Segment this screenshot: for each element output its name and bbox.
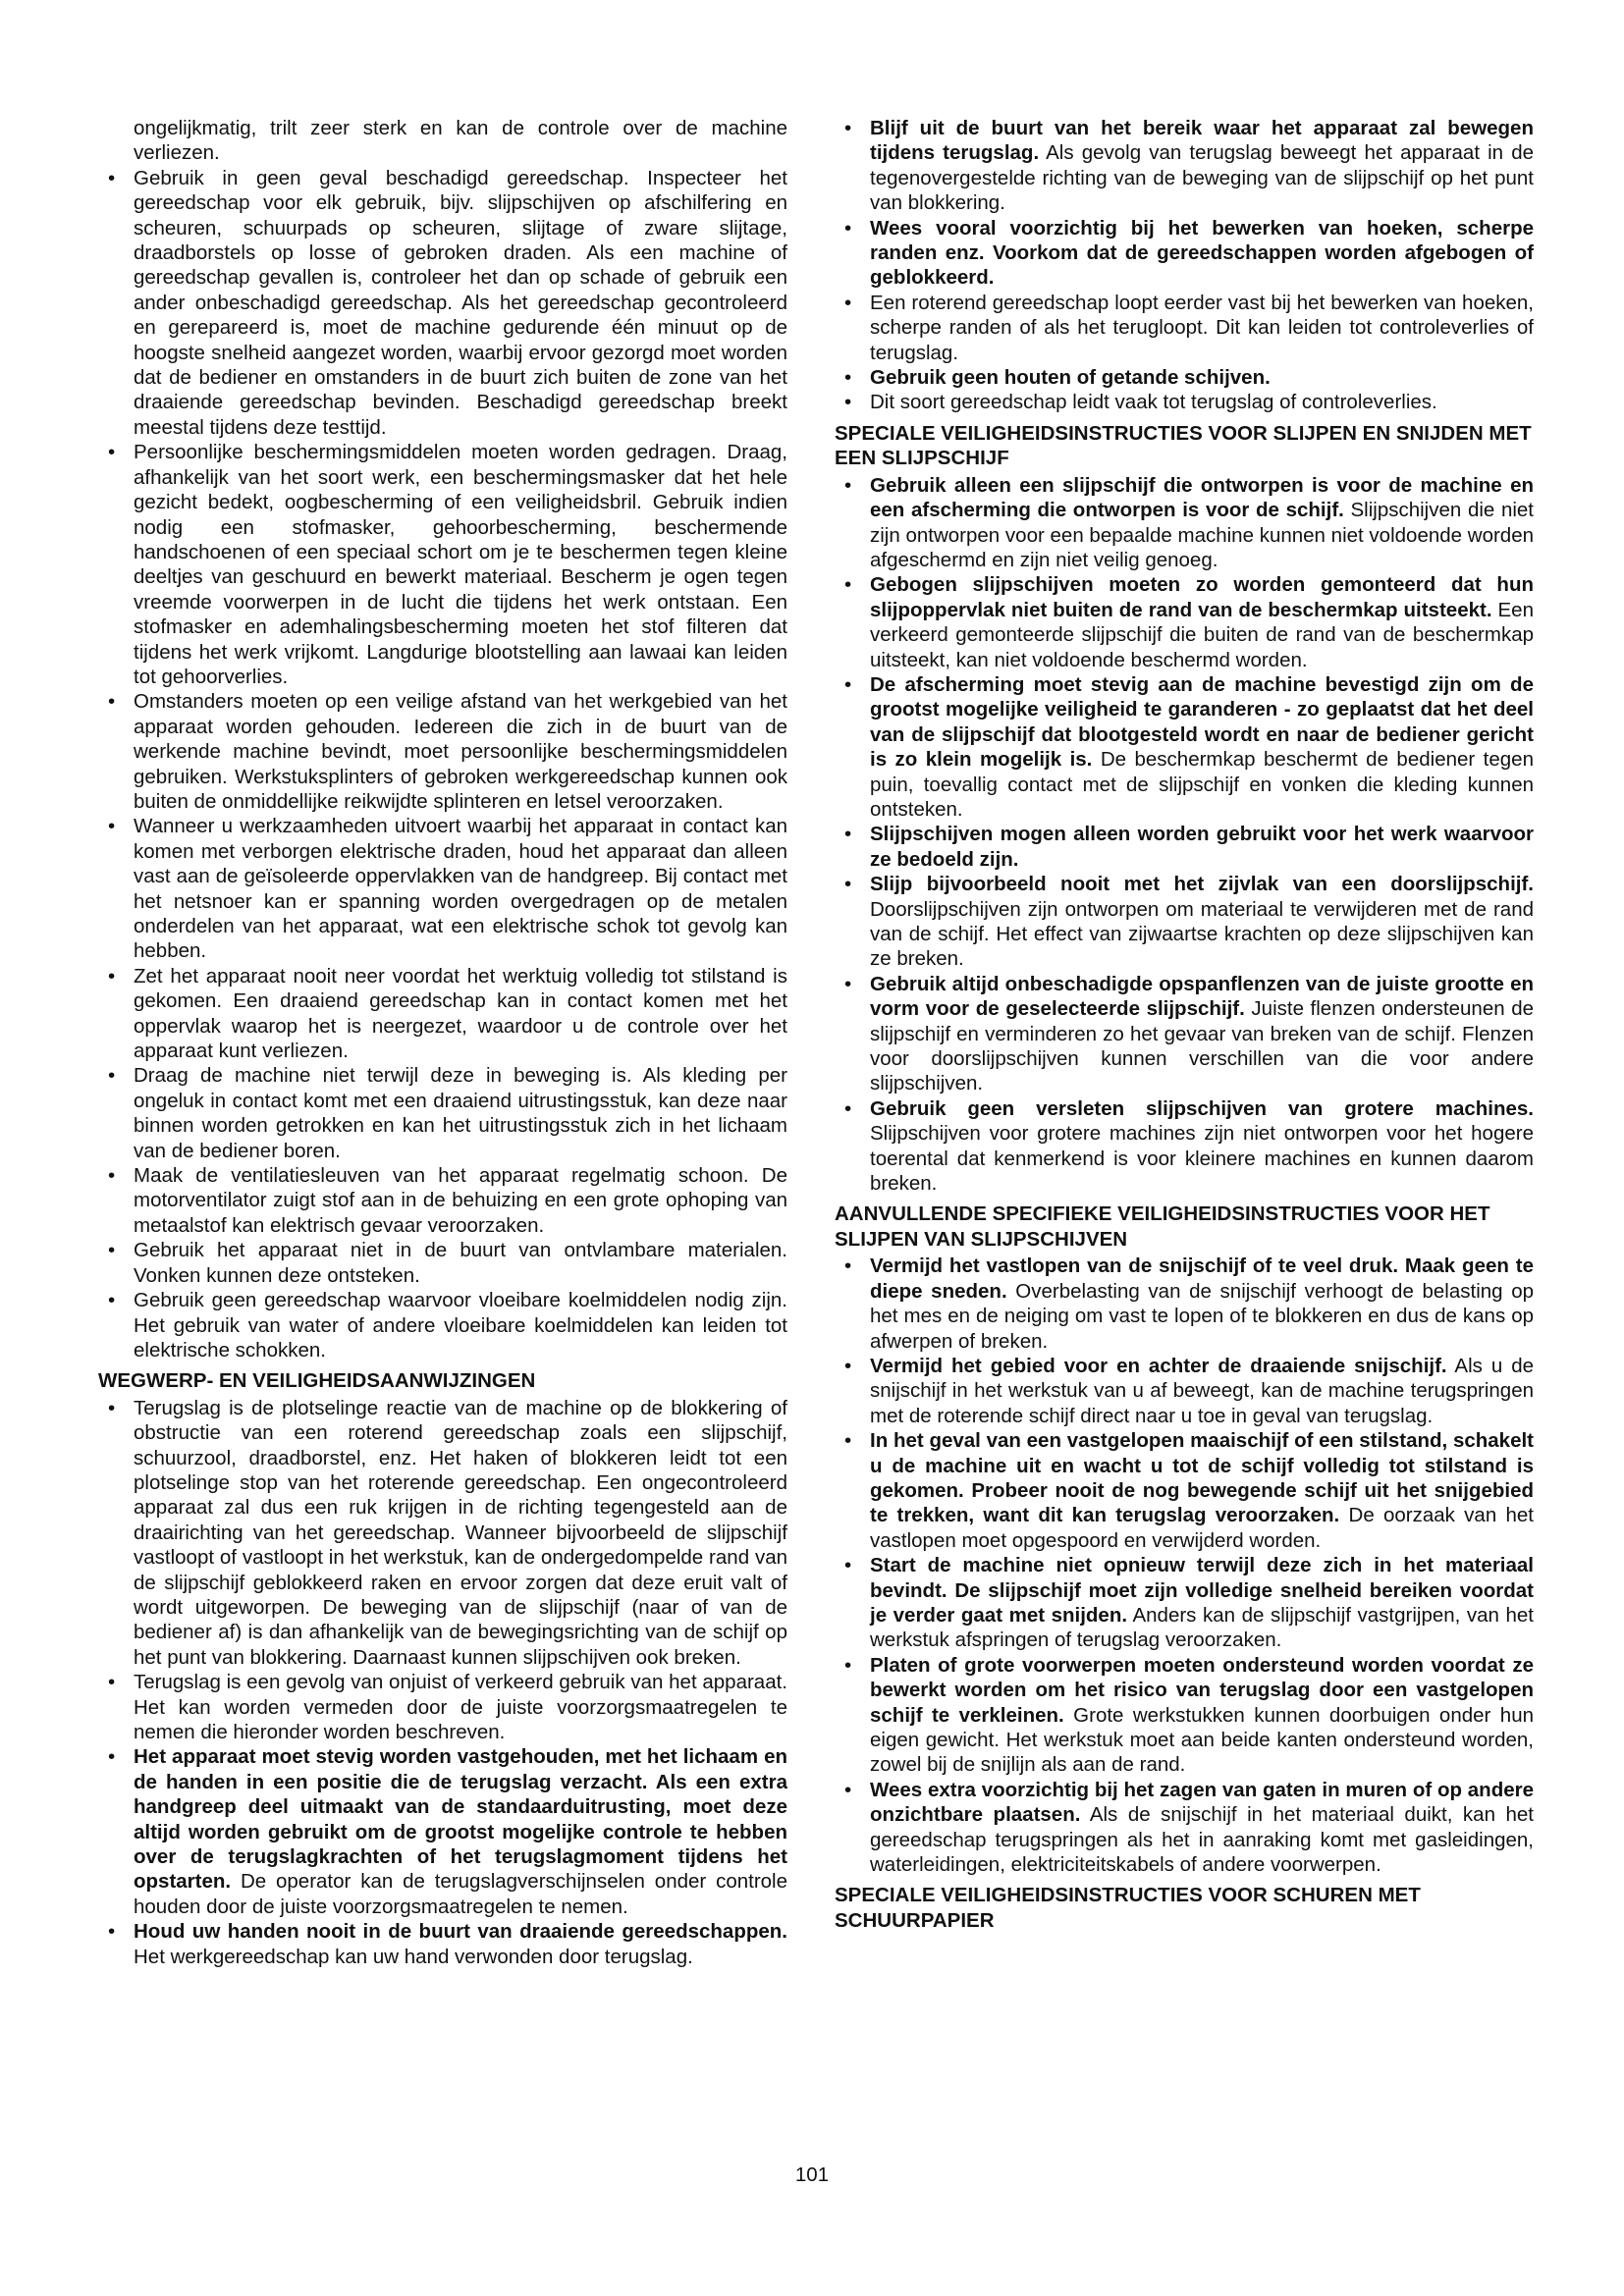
item-text: Doorslijpschijven zijn ontworpen om materiaal te verwijderen met de rand van de schijf. Het effect van zijwaartse krachten op deze slijpschijven kan ze breken. xyxy=(870,897,1534,971)
item-text: Terugslag is de plotselinge reactie van de machine op de blokkering of obstructie van een roterend gereedschap zoals een slijpschijf, schuurzool, draadborstel, enz. Het haken of blokkeren leidt tot een plotselinge stop van het roterende gereedschap. Een ongecontroleerd apparaat zal dus een ruk krijgen in de richting tegengesteld aan de draairichting van het gereedschap. Wanneer bijvoorbeeld de slijpschijf vastloopt of vastloopt in het werkstuk, kan de ondergedompelde rand van de slijpschijf geblokkeerd raken en ervoor zorgen dat deze eruit valt of wordt uitgeworpen. De beweging van de slijpschijf (naar of van de bediener af) is dan afhankelijk van de bewegingsrichting van de schijf op het punt van blokkering. Daarnaast kunnen slijpschijven ook breken. xyxy=(134,1396,787,1669)
list-item xyxy=(835,291,1534,365)
item-bold: Slijp bijvoorbeeld nooit met het zijvlak van een doorslijpschijf. xyxy=(870,873,1534,896)
item-text: Het werkgereedschap kan uw hand verwonden door terugslag. xyxy=(134,1945,693,1968)
additional-heading: AANVULLENDE SPECIFIEKE VEILIGHEIDSINSTRUCTIES VOOR HET SLIJPEN VAN SLIJPSCHIJVEN xyxy=(835,1202,1490,1251)
list-item xyxy=(835,1428,1534,1553)
list-item: • Wanneer u werkzaamheden uitvoert waarbij het apparaat in contact kan komen met verborgen elektrische draden, houd het apparaat dan alleen vast aan de geïsoleerde oppervlakken van de handgreep. Bij contact met het netsnoer kan er spanning worden overgedragen op de metalen onderdelen van het apparaat, wat een elektrische schok tot gevolg kan hebben. xyxy=(98,814,787,963)
list-item xyxy=(835,473,1534,573)
list-item xyxy=(98,1670,787,1744)
item-text: Slijpschijven voor grotere machines zijn niet ontworpen voor het hogere toerental dat kenmerkend is voor kleinere machines en kunnen daarom breken. xyxy=(870,1122,1534,1196)
list-item xyxy=(835,365,1534,390)
item-bold: Vermijd het gebied voor en achter de draaiende snijschijf. xyxy=(870,1354,1447,1377)
item-text: Dit soort gereedschap leidt vaak tot terugslag of controleverlies. xyxy=(870,391,1437,414)
kickback-heading: WEGWERP- EN VEILIGHEIDSAANWIJZINGEN xyxy=(98,1369,536,1393)
additional-list xyxy=(835,1254,1534,1877)
item-bold: Slijpschijven mogen alleen worden gebruikt voor het werk waarvoor ze bedoeld zijn. xyxy=(870,823,1534,871)
list-item xyxy=(835,1096,1534,1197)
item-bold: Wees vooral voorzichtig bij het bewerken van hoeken, scherpe randen enz. Voorkom dat de gereedschappen worden afgebogen of geblokkeerd. xyxy=(870,216,1534,290)
list-item xyxy=(98,1744,787,1919)
list-item: • Gebruik in geen geval beschadigd gereedschap. Inspecteer het gereedschap voor elk gebruik, bijv. slijpschijven op afschilfering en scheuren, schuurpads op scheuren, slijtage of zware slijtage, draadborstels op losse of gebroken draden. Als een machine of gereedschap gevallen is, controleer het dan op schade of gebruik een ander onbeschadigd gereedschap. Als het gereedschap gecontroleerd en gerepareerd is, moet de machine gedurende één minuut op de hoogste snelheid aangezet worden, waarbij ervoor gezorgd moet worden dat de bediener en omstanders in de buurt zich buiten de zone van het draaiende gereedschap bevinden. Beschadigd gereedschap breekt meestal tijdens deze testtijd. xyxy=(98,166,787,440)
item-text: De operator kan de terugslagverschijnselen onder controle houden door de juiste voorzorgsmaatregelen te nemen. xyxy=(134,1870,787,1918)
item-bold: Platen of grote voorwerpen moeten ondersteund worden voordat ze bewerkt worden om het risico van terugslag door een vastgelopen schijf te verkleinen. xyxy=(870,1653,1534,1727)
list-item xyxy=(835,116,1534,216)
item-text: De beschermkap beschermt de bediener tegen puin, toevallig contact met de slijpschijf en vonken die kleding kunnen ontsteken. xyxy=(870,748,1534,821)
list-item xyxy=(835,1254,1534,1354)
item-text: Als de snijschijf in het materiaal duikt, kan het gereedschap terugspringen als het in aanraking komt met gasleidingen, waterleidingen, elektriciteitskabels of andere voorwerpen. xyxy=(870,1803,1534,1877)
list-item xyxy=(835,572,1534,672)
item-bold: Houd uw handen nooit in de buurt van draaiende gereedschappen. xyxy=(134,1920,787,1944)
item-bold: Gebruik geen houten of getande schijven. xyxy=(870,366,1271,390)
list-item: • Draag de machine niet terwijl deze in beweging is. Als kleding per ongeluk in contact komt met een draaiend uitrustingsstuk, kan deze naar binnen worden getrokken en kan het uitrustingsstuk zich in het lichaam van de bediener boren. xyxy=(98,1063,787,1163)
list-item: • Zet het apparaat nooit neer voordat het werktuig volledig tot stilstand is gekomen. Een draaiend gereedschap kan in contact komen met het oppervlak waarop het is neergezet, waardoor u de controle over het apparaat kunt verliezen. xyxy=(98,964,787,1064)
list-item: • Maak de ventilatiesleuven van het apparaat regelmatig schoon. De motorventilator zuigt stof aan in de behuizing en een grote ophoping van metaalstof kan elektrisch gevaar veroorzaken. xyxy=(98,1163,787,1238)
list-item: • Gebruik het apparaat niet in de buurt van ontvlambare materialen. Vonken kunnen deze ontsteken. xyxy=(98,1238,787,1288)
list-item: • Omstanders moeten op een veilige afstand van het werkgebied van het apparaat worden gehouden. Iedereen die zich in de buurt van de werkende machine bevindt, moet persoonlijke beschermingsmiddelen gebruiken. Werkstuksplinters of gebroken werkgereedschap kunnen ook buiten de onmiddellijke reikwijdte splinteren en letsel veroorzaken. xyxy=(98,689,787,814)
list-item: • Gebruik geen gereedschap waarvoor vloeibare koelmiddelen nodig zijn. Het gebruik van water of andere vloeibare koelmiddelen kan leiden tot elektrische schokken. xyxy=(98,1288,787,1362)
list-item xyxy=(835,672,1534,822)
list-item xyxy=(835,216,1534,291)
list-item xyxy=(835,822,1534,872)
right-column xyxy=(835,116,1534,1935)
item-text: Slijpschijven die niet zijn ontworpen voor een bepaalde machine kunnen niet voldoende worden afgeschermd en zijn niet veilig genoeg. xyxy=(870,499,1535,571)
list-item xyxy=(835,1354,1534,1428)
item-text: Als u de snijschijf in het werkstuk van u af beweegt, kan de machine terugspringen met de roterende schijf direct naar u toe in geval van terugslag. xyxy=(870,1354,1535,1427)
item-bold: In het geval van een vastgelopen maaischijf of een stilstand, schakelt u de machine uit en wacht u tot de schijf volledig tot stilstand is gekomen. Probeer nooit de nog bewegende schijf uit het snijgebied te trekken, want dit kan terugslag veroorzaken. xyxy=(870,1429,1534,1527)
item-bold: Gebruik altijd onbeschadigde opspanflenzen van de juiste grootte en vorm voor de geselecteerde slijpschijf. xyxy=(870,972,1534,1021)
item-text: Een verkeerd gemonteerde slijpschijf die buiten de rand van de beschermkap uitsteekt, kan niet voldoende beschermd worden. xyxy=(870,598,1534,671)
kickback-list-continued xyxy=(835,116,1534,415)
item-bold: De afscherming moet stevig aan de machine bevestigd zijn om de grootst mogelijke veiligheid te garanderen - zo geplaatst dat het deel van de slijpschijf dat blootgesteld wordt en naar de bediener gericht is zo klein mogelijk is. xyxy=(870,672,1534,772)
kickback-list xyxy=(98,1396,787,1969)
item-text: Grote werkstukken kunnen doorbuigen onder hun eigen gewicht. Het werkstuk moet aan beide kanten ondersteund worden, zowel bij de snijlijn als aan de rand. xyxy=(870,1703,1534,1777)
list-item xyxy=(835,390,1534,414)
grinding-heading: SPECIALE VEILIGHEIDSINSTRUCTIES VOOR SLIJPEN EN SNIJDEN MET EEN SLIJPSCHIJF xyxy=(835,421,1532,470)
item-bold: Het apparaat moet stevig worden vastgehouden, met het lichaam en de handen in een positie die de terugslag verzacht. Als een extra handgreep deel uitmaakt van de standaarduitrusting, moet deze altijd worden gebruikt om de grootst mogelijke controle te hebben over de terugslagkrachten of het terugslagmoment tijdens het opstarten. xyxy=(134,1745,787,1894)
item-text: Anders kan de slijpschijf vastgrijpen, van het werkstuk afspringen of terugslag veroorzaken. xyxy=(870,1603,1535,1652)
list-item xyxy=(835,972,1534,1096)
item-text: Overbelasting van de snijschijf verhoogt de belasting op het mes en de neiging om vast te lopen of te blokkeren en dus de kans op afwerpen of breken. xyxy=(870,1279,1534,1353)
item-bold: Start de machine niet opnieuw terwijl deze zich in het materiaal bevindt. De slijpschijf moet zijn volledige snelheid bereiken voordat je verder gaat met snijden. xyxy=(870,1554,1534,1627)
item-text: Juiste flenzen ondersteunen de slijpschijf en verminderen zo het gevaar van breken van de schijf. Flenzen voor doorslijpschijven kunnen verschillen van die voor andere slijpschijven. xyxy=(870,997,1535,1095)
list-item xyxy=(98,1396,787,1670)
item-bold: Gebruik alleen een slijpschijf die ontworpen is voor de machine en een afscherming die ontworpen is voor de schijf. xyxy=(870,473,1534,522)
item-bold: Gebogen slijpschijven moeten zo worden gemonteerd dat hun slijpoppervlak niet buiten de rand van de beschermkap uitsteekt. xyxy=(870,573,1534,621)
list-item xyxy=(835,1653,1534,1778)
grinding-list xyxy=(835,473,1534,1197)
list-item: • Persoonlijke beschermingsmiddelen moeten worden gedragen. Draag, afhankelijk van het soort werk, een beschermingsmasker dat het hele gezicht bedekt, oogbescherming of een veiligheidsbril. Gebruik indien nodig een stofmasker, gehoorbescherming, beschermende handschoenen of een speciaal schort om je te beschermen tegen kleine deeltjes van geschuurd en bewerkt materiaal. Bescherm je ogen tegen vreemde voorwerpen in de lucht die tijdens het werk ontstaan. Een stofmasker en ademhalingsbescherming moeten het stof filteren dat tijdens het werk vrijkomt. Langdurige blootstelling aan lawaai kan leiden tot gehoorverlies. xyxy=(98,440,787,689)
item-bold: Gebruik geen versleten slijpschijven van grotere machines. xyxy=(870,1096,1534,1120)
item-text: Een roterend gereedschap loopt eerder vast bij het bewerken van hoeken, scherpe randen of als het terugloopt. Dit kan leiden tot controleverlies of terugslag. xyxy=(870,291,1534,364)
page-number: 101 xyxy=(794,2163,830,2186)
list-item xyxy=(835,1553,1534,1653)
item-text: Terugslag is een gevolg van onjuist of verkeerd gebruik van het apparaat. Het kan worden vermeden door de juiste voorzorgsmaatregelen te nemen die hieronder worden beschreven. xyxy=(134,1671,787,1743)
list-item xyxy=(835,872,1534,972)
safety-list xyxy=(98,166,787,1363)
sanding-heading: SPECIALE VEILIGHEIDSINSTRUCTIES VOOR SCHUREN MET SCHUURPAPIER xyxy=(835,1884,1421,1932)
left-column xyxy=(98,116,787,1969)
item-bold: Vermijd het vastlopen van de snijschijf of te veel druk. Maak geen te diepe sneden. xyxy=(870,1255,1534,1303)
list-item xyxy=(835,1778,1534,1878)
item-text: De oorzaak van het vastlopen moet opgespoord en verwijderd worden. xyxy=(870,1504,1534,1552)
intro-continuation: ongelijkmatig, trilt zeer sterk en kan de controle over de machine verliezen. xyxy=(134,117,787,165)
item-bold: Wees extra voorzichtig bij het zagen van gaten in muren of op andere onzichtbare plaatsen. xyxy=(870,1778,1534,1827)
item-bold: Blijf uit de buurt van het bereik waar het apparaat zal bewegen tijdens terugslag. xyxy=(870,117,1534,165)
list-item xyxy=(98,1919,787,1969)
item-text: Als gevolg van terugslag beweegt het apparaat in de tegenovergestelde richting van de beweging van de slijpschijf op het punt van blokkering. xyxy=(870,141,1535,215)
